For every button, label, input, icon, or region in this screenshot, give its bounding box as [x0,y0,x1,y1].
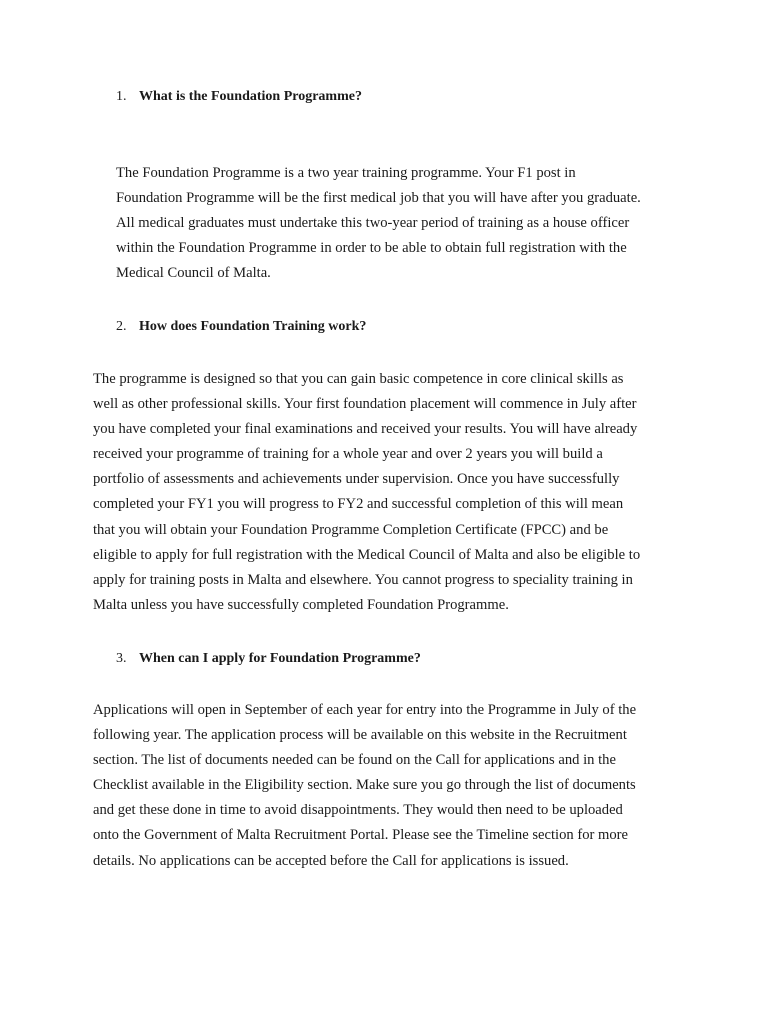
paragraph-line: eligible to apply for full registration with the Medical Council of Malta and also be eligible to [93,546,641,563]
paragraph-line: well as other professional skills. Your first foundation placement will commence in July after [93,396,637,413]
section-1-heading [116,88,362,106]
section-2-title: How does Foundation Training work? [139,319,367,334]
paragraph-line: apply for training posts in Malta and elsewhere. You cannot progress to speciality training in [93,571,633,588]
section-2-heading [116,318,366,336]
paragraph-line: Foundation Programme will be the first medical job that you will have after you graduate. [116,190,641,207]
paragraph-line: completed your FY1 you will progress to FY2 and successful completion of this will mean [93,496,624,513]
paragraph-line: details. No applications can be accepted before the Call for applications is issued. [93,852,569,869]
paragraph-line: Applications will open in September of each year for entry into the Programme in July of the [93,702,637,718]
section-3-number: 3. [116,651,127,666]
paragraph-line: that you will obtain your Foundation Programme Completion Certificate (FPCC) and be [93,521,609,538]
paragraph-line: within the Foundation Programme in order to be able to obtain full registration with the [116,240,627,257]
paragraph-line: Malta unless you have successfully completed Foundation Programme. [93,596,509,613]
paragraph-line: Medical Council of Malta. [116,265,271,282]
section-3-heading [116,650,421,668]
section-1-number: 1. [116,89,127,104]
paragraph-line: you have completed your final examinations and received your results. You will have already [93,421,638,438]
section-2-number: 2. [116,319,127,334]
section-2-paragraph [93,367,640,618]
paragraph-line: section. The list of documents needed can be found on the Call for applications and in the [93,752,616,769]
section-1-title: What is the Foundation Programme? [139,89,362,104]
paragraph-line: portfolio of assessments and achievements under supervision. Once you have successfully [93,471,620,488]
paragraph-line: All medical graduates must undertake this two-year period of training as a house officer [116,215,630,232]
section-1-paragraph [116,161,641,286]
paragraph-line: Checklist available in the Eligibility section. Make sure you go through the list of documents [93,777,636,794]
section-3-paragraph [93,698,636,874]
paragraph-line: and get these done in time to avoid disappointments. They would then need to be uploaded [93,802,623,819]
paragraph-line: The programme is designed so that you can gain basic competence in core clinical skills as [93,371,624,387]
paragraph-line: received your programme of training for a whole year and over 2 years you will build a [93,446,603,463]
paragraph-line: onto the Government of Malta Recruitment Portal. Please see the Timeline section for more [93,827,628,844]
section-3-title: When can I apply for Foundation Programme? [139,651,421,666]
paragraph-line: following year. The application process will be available on this website in the Recruitment [93,727,627,744]
paragraph-line: The Foundation Programme is a two year training programme. Your F1 post in [116,165,576,181]
